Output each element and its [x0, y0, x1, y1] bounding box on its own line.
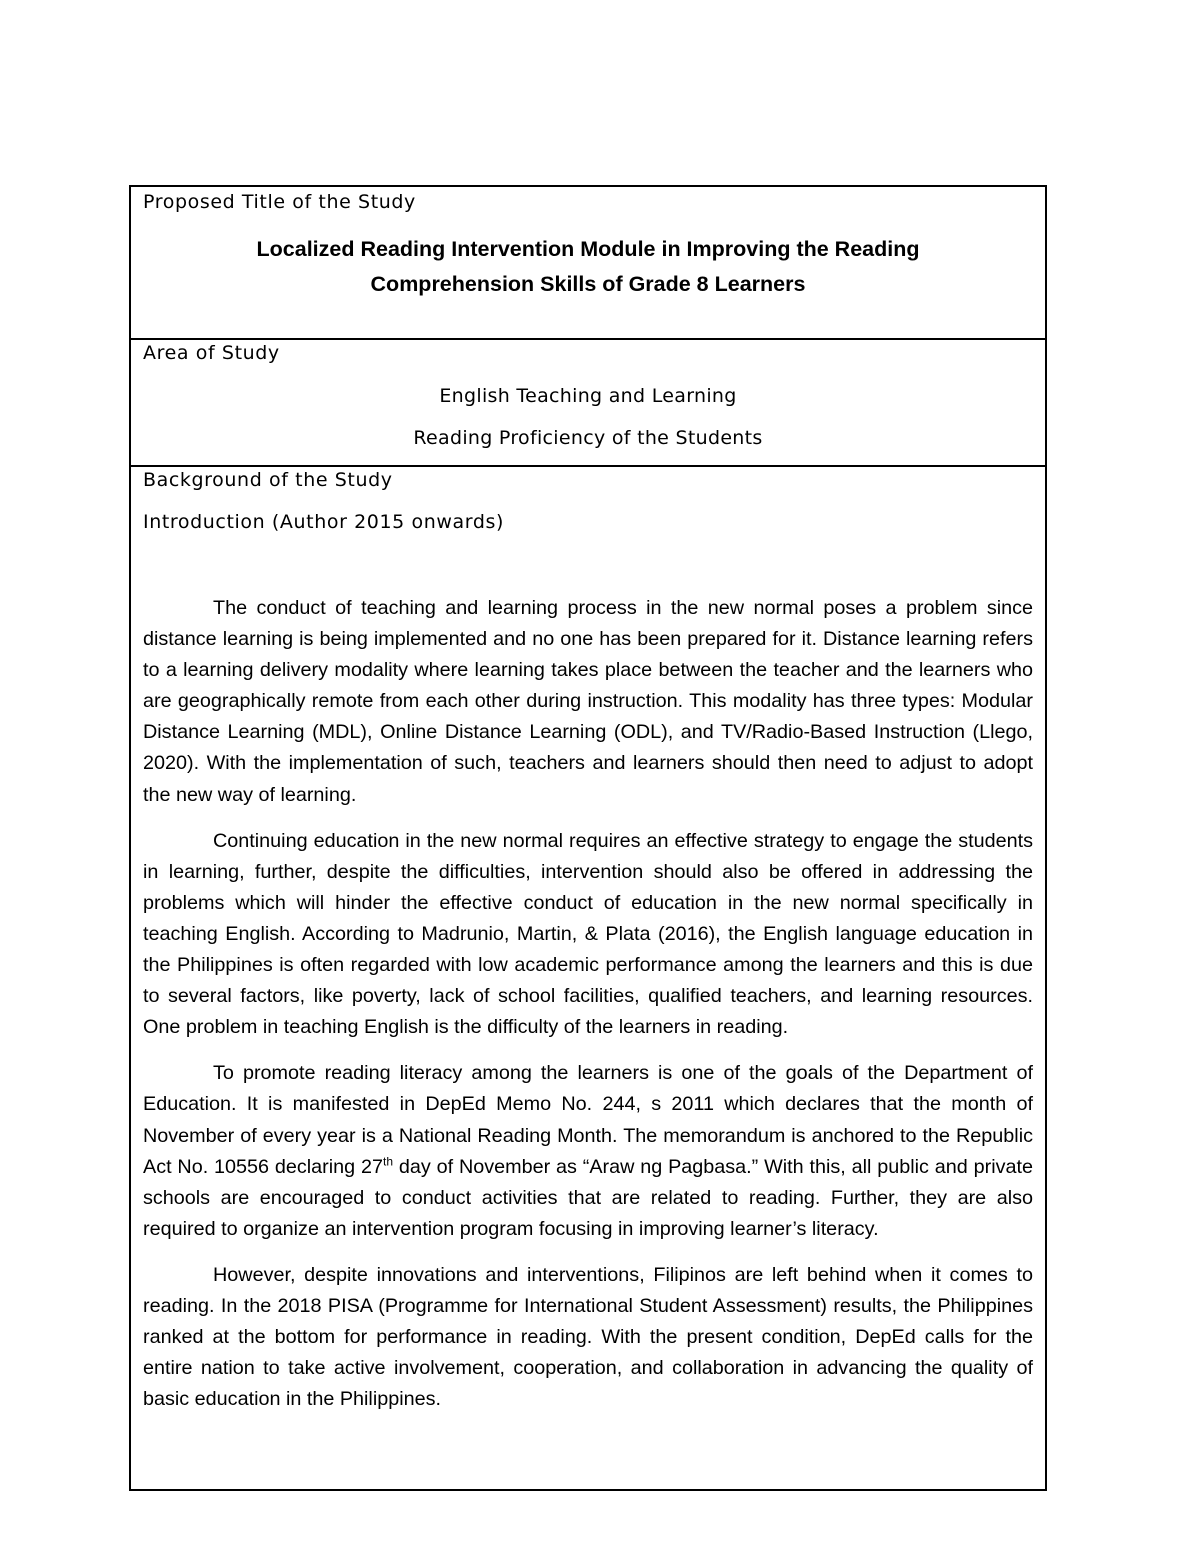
area-of-study-line-1: English Teaching and Learning: [439, 385, 737, 407]
proposal-form-table: [129, 185, 1047, 1491]
paragraph-3-part-1: To promote reading literacy among the learners is one of the goals of the Department of Education. It is manifested in DepEd Memo No. 244, s 2011 which declares that the month of November of every year is a National Reading Month. The memorandum is anchored to the Republic Act No. 10556 declaring 27: [143, 1062, 1033, 1178]
background-body: [143, 593, 1033, 1415]
paragraph-3: [143, 1058, 1033, 1245]
introduction-label: Introduction (Author 2015 onwards): [143, 511, 505, 533]
study-title-line-1: Localized Reading Intervention Module in Improving the Reading: [256, 237, 920, 261]
area-section: [131, 338, 1045, 465]
paragraph-2: Continuing education in the new normal requires an effective strategy to engage the students in learning, further, despite the difficulties, intervention should also be offered in addressing the problems which will hinder the effective conduct of education in the new normal specifically in teaching English. According to Madrunio, Martin, & Plata (2016), the English language education in the Philippines is often regarded with low academic performance among the learners and this is due to several factors, like poverty, lack of school facilities, qualified teachers, and learning resources. One problem in teaching English is the difficulty of the learners in reading.: [143, 829, 1033, 1039]
area-of-study-line-2: Reading Proficiency of the Students: [413, 427, 763, 449]
ordinal-superscript: th: [383, 1154, 394, 1168]
background-section: [131, 465, 1045, 1489]
paragraph-1: The conduct of teaching and learning process in the new normal poses a problem since distance learning is being implemented and no one has been prepared for it. Distance learning refers to a learning delivery modality where learning takes place between the teacher and the learners who are geographically remote from each other during instruction. This modality has three types: Modular Distance Learning (MDL), Online Distance Learning (ODL), and TV/Radio-Based Instruction (Llego, 2020). With the implementation of such, teachers and learners should then need to adjust to adopt the new way of learning.: [143, 597, 1033, 806]
study-title: [143, 232, 1033, 302]
study-title-line-2: Comprehension Skills of Grade 8 Learners: [370, 272, 806, 296]
paragraph-3-part-2: day of November as “Araw ng Pagbasa.” With this, all public and private schools are encouraged to conduct activities that are related to reading. Further, they are also required to organize an intervention program focusing in improving learner’s literacy.: [143, 1155, 1033, 1240]
area-of-study-label: Area of Study: [143, 342, 280, 364]
title-section: [131, 187, 1045, 338]
paragraph-4: However, despite innovations and interventions, Filipinos are left behind when it comes to reading. In the 2018 PISA (Programme for International Student Assessment) results, the Philippines ranked at the bottom for performance in reading. With the present condition, DepEd calls for the entire nation to take active involvement, cooperation, and collaboration in advancing the quality of basic education in the Philippines.: [143, 1263, 1033, 1411]
background-label: Background of the Study: [143, 469, 393, 491]
proposed-title-label: Proposed Title of the Study: [143, 191, 416, 213]
